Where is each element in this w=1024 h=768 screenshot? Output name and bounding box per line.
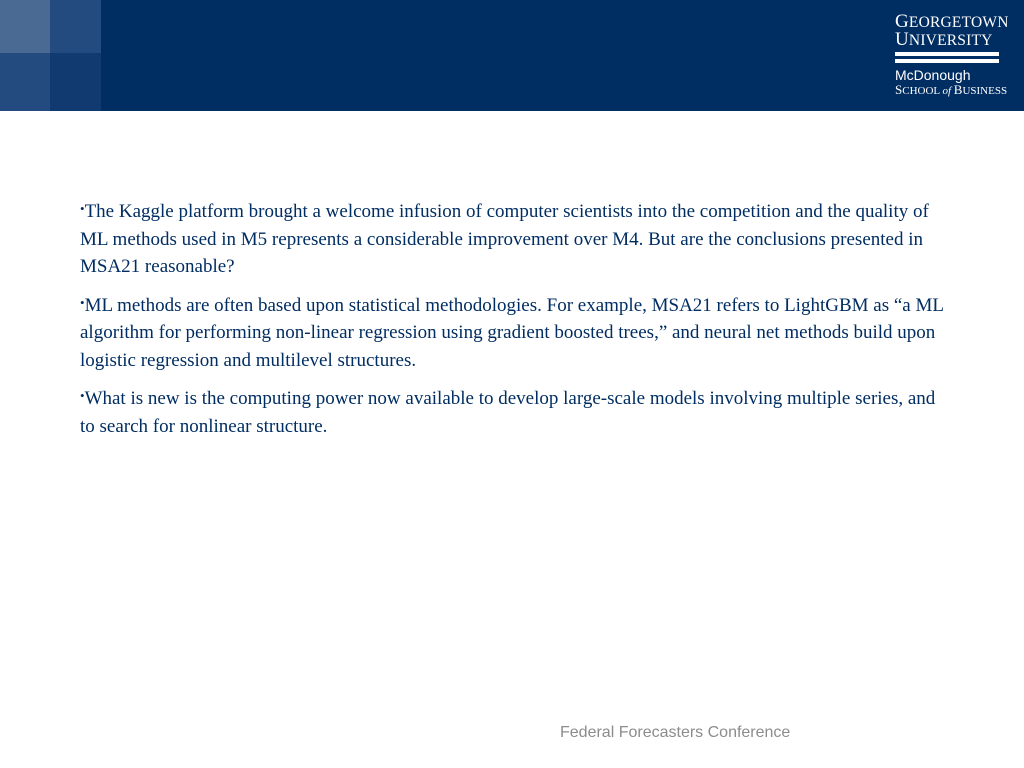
- logo-divider: [895, 52, 999, 56]
- bullet-text: The Kaggle platform brought a welcome infusion of computer scientists into the competition and the quality of ML methods used in M5 represents a considerable improvement over M4. But are the conclusions presented in MSA21 reasonable?: [80, 201, 929, 277]
- georgetown-mcdonough-logo: [895, 11, 1009, 99]
- logo-mcdonough: McDonough: [895, 67, 971, 83]
- footer-text: Federal Forecasters Conference: [560, 724, 791, 741]
- decorative-tile: [0, 53, 50, 111]
- bullet-item: [80, 195, 950, 281]
- bullet-list: [80, 195, 950, 448]
- bullet-item: [80, 289, 950, 375]
- logo-georgetown: GEORGETOWN: [895, 11, 1009, 32]
- header-band: [0, 0, 1024, 111]
- logo-school-of-business: SCHOOL of BUSINESS: [895, 82, 1008, 97]
- decorative-tile: [0, 0, 50, 53]
- bullet-text: ML methods are often based upon statistical methodologies. For example, MSA21 refers to LightGBM as “a ML algorithm for performing non-linear regression using gradient boosted trees,” and neural net methods build upon logistic regression and multilevel structures.: [80, 294, 944, 371]
- logo-divider: [895, 59, 999, 63]
- decorative-tile: [50, 53, 101, 111]
- bullet-icon: •: [80, 201, 85, 216]
- bullet-text: What is new is the computing power now available to develop large-scale models involving multiple series, and to search for nonlinear structure.: [80, 388, 936, 437]
- logo-university: UNIVERSITY: [895, 29, 993, 50]
- decorative-tile: [50, 0, 101, 53]
- bullet-item: [80, 382, 950, 440]
- bullet-icon: •: [80, 388, 85, 403]
- bullet-icon: •: [80, 294, 85, 310]
